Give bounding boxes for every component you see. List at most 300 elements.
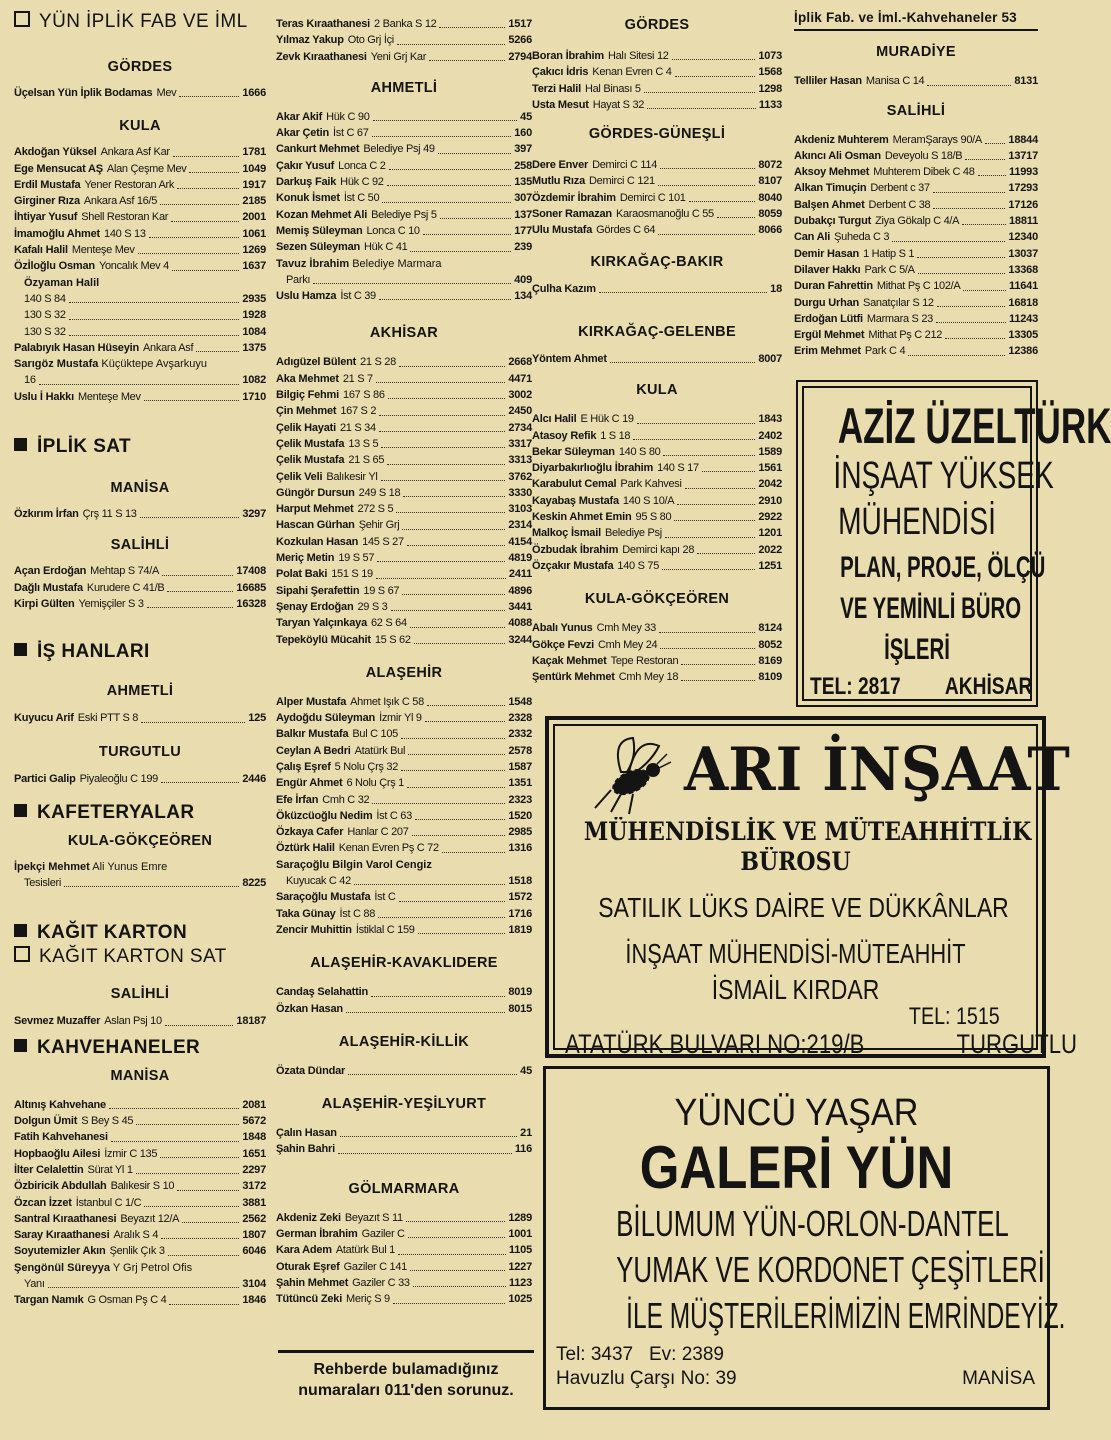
listing-phone: 1001 [508,1228,532,1241]
listing-phone: 8019 [508,986,532,999]
leader-dots [927,85,1011,86]
listing-name: Alkan Timuçin [794,182,867,195]
listing-address: Deveyolu S 18/B [884,149,963,162]
listing-row [532,637,782,653]
listing-address: 15 S 62 [374,633,411,646]
leader-dots [398,1254,506,1255]
listing-name: Duran Fahrettin [794,280,873,293]
listing-address: Yemişçiler S 3 [78,597,144,610]
leader-dots [401,770,505,771]
listing-group [14,291,266,340]
listing-address: Belediye Marmara [352,257,442,270]
listing-address: Manisa C 14 [865,75,925,88]
listing-name: Efe İrfan [276,793,319,806]
listing-phone: 258 [514,159,532,172]
listing-name: Soner Ramazan [532,208,612,221]
leader-dots [138,253,240,254]
listing-phone: 3104 [242,1277,266,1290]
leader-dots [144,1206,239,1207]
listing-address: Balıkesir S 10 [110,1180,175,1193]
filled-square-icon [14,924,27,937]
listing-row [276,420,532,436]
listing-phone: 2935 [242,292,266,305]
listing-name: Gökçe Fevzi [532,638,594,651]
leader-dots [387,464,505,465]
listing-phone: 1025 [508,1293,532,1306]
listing-phone: 1375 [242,341,266,354]
listing-phone: 6046 [242,1245,266,1258]
open-square-icon [14,946,30,962]
listing-phone: 3330 [508,486,532,499]
listing-group [276,109,532,256]
leader-dots [407,787,505,788]
listing-name: Adıgüzel Bülent [276,356,357,369]
listing-name: Partici Galip [14,772,76,785]
listing-address: 6 Nolu Çrş 1 [346,777,404,790]
leader-dots [662,569,755,570]
listing-name: Çin Mehmet [276,405,337,418]
listing-phone: 2402 [758,429,782,442]
listing-name: Özyaman Halil [24,276,100,289]
listing-name: Keskin Ahmet Emin [532,511,632,524]
listing-name: Yöntem Ahmet [532,352,607,365]
leader-dots [399,366,505,367]
listing-address: Demirci kapı 28 [622,543,695,556]
listing-name: Dere Enver [532,159,589,172]
listing-name: Meriç Metin [276,552,335,565]
leader-dots [965,159,1005,160]
leader-dots [658,234,755,235]
ad-line-text: MÜHENDİSLİK VE MÜTEAHHİTLİK [583,817,1032,846]
listing-row [276,1242,532,1258]
listing-phone: 13717 [1008,149,1038,162]
listing-row [794,278,1038,294]
listing-row [14,226,266,242]
listing-name: Çakıcı İdris [532,66,589,79]
leader-dots [442,852,506,853]
listing-address: Meriç S 9 [346,1293,390,1306]
listing-name: Çelik Veli [276,470,323,483]
column-2 [276,0,532,1308]
listing-group [532,157,782,238]
leader-dots [644,92,756,93]
leader-dots [685,488,756,489]
listing-phone: 397 [514,143,532,156]
leader-dots [413,1286,506,1287]
listing-address: 140 S 17 [657,462,699,475]
listing-phone: 177 [514,224,532,237]
category-heading [14,10,266,34]
filled-square-icon [14,643,27,656]
leader-dots [933,208,1005,209]
listing-address: Cmh C 32 [322,793,370,806]
listing-address: Beyazıt S 11 [344,1211,403,1224]
listing-name: Özçakır Mustafa [532,559,614,572]
listing-row [532,81,782,97]
listing-address: Sürat Yl 1 [87,1163,133,1176]
listing-name: Özbudak İbrahim [532,543,619,556]
leader-dots [399,901,506,902]
listing-name: Saray Kıraathanesi [14,1229,110,1242]
listing-row [14,1292,266,1308]
listing-name: Durgu Urhan [794,296,860,309]
listing-row [276,109,532,125]
ad-aziz-uzelturk [796,380,1111,707]
listing-name: Zevk Kıraathanesi [276,50,367,63]
listing-row [14,144,266,160]
leader-dots [689,201,756,202]
listing-name: Ceylan A Bedri [276,744,351,757]
listing-name: Hopbaoğlu Ailesi [14,1147,101,1160]
listing-address: Ankara Asf [143,341,194,354]
listing-phone: 8169 [758,654,782,667]
listing-phone: 1298 [758,82,782,95]
listing-row [276,615,532,631]
listing-entry [14,859,266,875]
listing-name: Ergül Mehmet [794,329,865,342]
category-title: KAĞIT KARTON SAT [39,946,227,968]
listing-row [532,525,782,541]
leader-dots [658,185,756,186]
listing-row [276,1063,532,1079]
listing-row [14,1243,266,1259]
listing-address: Halı Sitesi 12 [607,50,669,62]
listing-name: Boran İbrahim [532,50,604,62]
listing-row [14,389,266,405]
listing-row [794,180,1038,196]
leader-dots [677,504,755,505]
listing-address: Parkı [286,273,311,286]
leader-dots [410,251,511,252]
leader-dots [702,471,756,472]
listing-phone: 13037 [1008,247,1038,260]
listing-entry [276,857,532,873]
leader-dots [402,594,505,595]
listing-phone: 2578 [508,744,532,757]
listing-address: Hük C 41 [364,241,408,254]
listing-name: Soyutemizler Akın [14,1245,106,1258]
leader-dots [406,1221,506,1222]
listing-group [14,506,266,522]
listing-name: Yılmaz Yakup [276,34,344,47]
listing-address: 1 S 18 [600,429,631,442]
listing-phone: 3317 [508,437,532,450]
listing-row [14,161,266,177]
listing-name: Alper Mustafa [276,695,347,708]
listing-address: Kenan Evren C 4 [592,66,672,79]
ad-line [804,454,1054,498]
listing-address: Küçüktepe Avşarkuyu [101,358,208,371]
listing-row [14,340,266,356]
ad-line-text: VE YEMİNLİ BÜRO [840,592,1022,625]
listing-phone: 1548 [508,695,532,708]
category-heading [14,435,266,459]
listing-phone: 3441 [508,600,532,613]
note-line: Rehberde bulamadığınız [313,1361,499,1378]
listing-address: İst C [374,891,396,904]
listing-group [14,563,266,612]
listing-name: Çalış Eşref [276,760,331,773]
listing-address: Hal Binası 5 [584,82,641,95]
listing-phone: 125 [248,712,266,725]
leader-dots [407,545,506,546]
leader-dots [144,400,240,401]
listing-address: 140 S 84 [24,292,66,305]
leader-dots [917,257,1005,258]
listing-name: Atasoy Refik [532,429,597,442]
listing-row [276,889,532,905]
listing-phone: 1589 [758,445,782,458]
listing-name: Fatih Kahvehanesi [14,1131,108,1144]
listing-phone: 2668 [508,356,532,369]
listing-address: Atatürk Bul [354,744,406,757]
leader-dots [168,1255,240,1256]
listing-name: Girginer Rıza [14,195,80,208]
listing-phone: 409 [514,273,532,286]
listing-phone: 1105 [508,1244,532,1257]
listing-phone: 45 [520,1064,532,1077]
filled-square-icon [14,804,27,817]
listing-name: Çelik Mustafa [276,437,345,450]
listing-name: Cankurt Mehmet [276,143,360,156]
listing-row [276,387,532,403]
bee-icon [581,732,673,816]
city-heading: KULA [119,118,161,135]
column-1 [14,0,266,1309]
listing-row [276,922,532,938]
city-heading: KULA-GÖKÇEÖREN [584,591,730,608]
city-heading: MURADİYE [876,44,956,61]
listing-row [532,173,782,189]
leader-dots [377,561,505,562]
city-heading: GÖRDES [624,17,690,33]
listing-name: Şahin Bahri [276,1143,335,1156]
listing-phone: 2446 [242,772,266,785]
listing-row [276,141,532,157]
listing-name: Kayabaş Mustafa [532,494,619,507]
leader-dots [372,136,512,137]
city-heading: GÖLMARMARA [348,1180,460,1197]
listing-group [276,694,532,857]
listing-row [532,411,782,427]
listing-name: Konuk İsmet [276,192,340,205]
ad-address-row [555,1028,1078,1060]
listing-name: Saraçoğlu Bilgin Varol Cengiz [276,858,432,871]
leader-dots [313,283,511,284]
ad-name-text: AZİZ ÜZELTÜRK [837,398,1111,454]
ad-phone: TEL: 2817 [810,673,901,700]
category-heading [14,945,266,969]
leader-dots [697,553,755,554]
listing-phone: 16328 [236,597,266,610]
listing-group [794,73,1038,89]
ad-ari-insaat [545,716,1078,1059]
listing-entry [14,1276,266,1292]
ad-line-text: İNŞAAT YÜKSEK [833,455,1054,497]
leader-dots [160,204,239,205]
listing-name: Aka Mehmet [276,372,339,385]
listing-name: Şenay Erdoğan [276,600,354,613]
listing-address: 140 S 13 [104,227,146,240]
listing-phone: 239 [514,241,532,254]
listing-row [276,517,532,533]
listing-row [276,759,532,775]
listing-name: Özkırım İrfan [14,508,79,521]
listing-row [794,164,1038,180]
listing-row [276,190,532,206]
listing-address: 29 S 3 [357,600,388,613]
listing-address: Derbent c 37 [870,182,930,195]
listing-phone: 307 [514,192,532,205]
listing-name: Terzi Halil [532,82,581,95]
leader-dots [162,575,233,576]
ad-home-phone: Ev: 2389 [648,1344,724,1365]
listing-phone: 8131 [1014,75,1038,88]
listing-row [532,281,782,297]
listing-address: Ali Yunus Emre [92,860,168,873]
listing-address: Hayat S 32 [592,98,645,111]
city-heading: ALAŞEHİR-KAVAKLIDERE [310,955,498,972]
listing-phone: 2734 [508,421,532,434]
leader-dots [136,1173,240,1174]
listing-row [276,371,532,387]
listing-name: Kara Adem [276,1244,332,1257]
leader-dots [346,1012,505,1013]
listing-address: Menteşe Mev [71,244,135,257]
listing-phone: 1251 [758,559,782,572]
leader-dots [348,1074,517,1075]
listing-phone: 3244 [508,633,532,646]
ad-line-text: İŞLERİ [884,633,950,666]
listing-name: Sezen Süleyman [276,241,361,254]
listing-phone: 1819 [508,923,532,936]
listing-group [14,710,266,726]
ad-line [546,1293,1066,1339]
listing-row [794,148,1038,164]
leader-dots [412,835,506,836]
listing-address: Aslan Psj 10 [104,1015,162,1028]
leader-dots [610,362,756,363]
listing-phone: 2328 [508,712,532,725]
listing-address: 62 S 64 [370,617,407,630]
leader-dots [410,627,506,628]
leader-dots [908,355,1005,356]
listing-phone: 2297 [242,1163,266,1176]
leader-dots [169,1304,239,1305]
listing-name: Akıncı Ali Osman [794,149,881,162]
listing-phone: 1637 [242,260,266,273]
listing-name: Akdoğan Yüksel [14,146,97,159]
listing-phone: 8109 [758,671,782,684]
listing-phone: 2314 [508,519,532,532]
listing-address: Mev [156,87,177,99]
listing-name: Santral Kıraathanesi [14,1212,117,1225]
listing-address: 2 Banka S 12 [374,18,437,30]
listing-row [14,1097,266,1113]
ad-phone-text: TEL: 1515 [909,1003,1000,1030]
leader-dots [415,819,505,820]
listing-address: 130 S 32 [24,325,66,338]
leader-dots [389,169,512,170]
listing-name: Şahin Mehmet [276,1276,349,1289]
leader-dots [69,319,240,320]
listing-row [276,436,532,452]
listing-phone: 18811 [1009,215,1038,228]
leader-dots [429,60,505,61]
listing-phone: 1666 [242,87,266,99]
listing-row [532,493,782,509]
listing-phone: 2323 [508,793,532,806]
listing-name: Üçelsan Yün İplik Bodamas [14,87,153,99]
listing-address: Menteşe Mev [77,390,141,403]
leader-dots [177,188,239,189]
listing-row [532,669,782,685]
leader-dots [637,423,756,424]
listing-name: Özkaya Cafer [276,826,344,839]
listing-row [276,239,532,255]
listing-row [532,476,782,492]
listing-phone: 2042 [758,478,782,491]
listing-row [276,485,532,501]
leader-dots [414,643,506,644]
listing-row [532,190,782,206]
leader-dots [963,290,1006,291]
listing-name: Akar Akif [276,110,323,123]
listing-row [276,125,532,141]
leader-dots [179,96,239,97]
listing-group [276,1063,532,1079]
listing-row [276,566,532,582]
listing-row [276,1210,532,1226]
listing-address: 5 Nolu Çrş 32 [334,760,399,773]
ad-line-text: İLE MÜŞTERİLERİMİZİN EMRİNDEYİZ. [626,1295,1066,1336]
listing-phone: 8107 [758,175,782,188]
listing-phone: 11641 [1009,280,1038,293]
listing-row [14,563,266,579]
listing-name: Çelik Hayati [276,421,336,434]
listing-address: Kenan Evren Pş C 72 [338,842,439,855]
ad-contact [804,672,1033,702]
listing-name: Tepeköylü Mücahit [276,633,371,646]
listing-row [532,444,782,460]
listing-address: Bul C 105 [352,728,398,741]
listing-phone: 3881 [242,1196,266,1209]
listing-phone: 18187 [236,1015,266,1028]
ad-name [804,398,1111,454]
listing-address: Piyaleoğlu C 199 [79,772,158,785]
listing-row [14,209,266,225]
listing-address: Cmh Mey 18 [618,671,679,684]
listing-phone: 16685 [236,581,266,594]
listing-row [532,558,782,574]
leader-dots [196,351,239,352]
listing-address: Karaosmanoğlu C 55 [615,208,714,221]
listing-row [276,174,532,190]
listing-phone: 8072 [758,159,782,172]
listing-address: İst C 63 [376,809,412,822]
listing-name: Dilaver Hakkı [794,263,861,276]
directory-note [278,1350,534,1401]
listing-row [794,197,1038,213]
listing-group [532,620,782,685]
listing-phone: 18 [770,282,782,295]
listing-address: 21 S 34 [339,421,376,434]
listing-phone: 8066 [758,224,782,237]
category-title: KAFETERYALAR [37,801,195,823]
listing-phone: 16818 [1008,296,1038,309]
leader-dots [165,1025,234,1026]
leader-dots [647,108,756,109]
